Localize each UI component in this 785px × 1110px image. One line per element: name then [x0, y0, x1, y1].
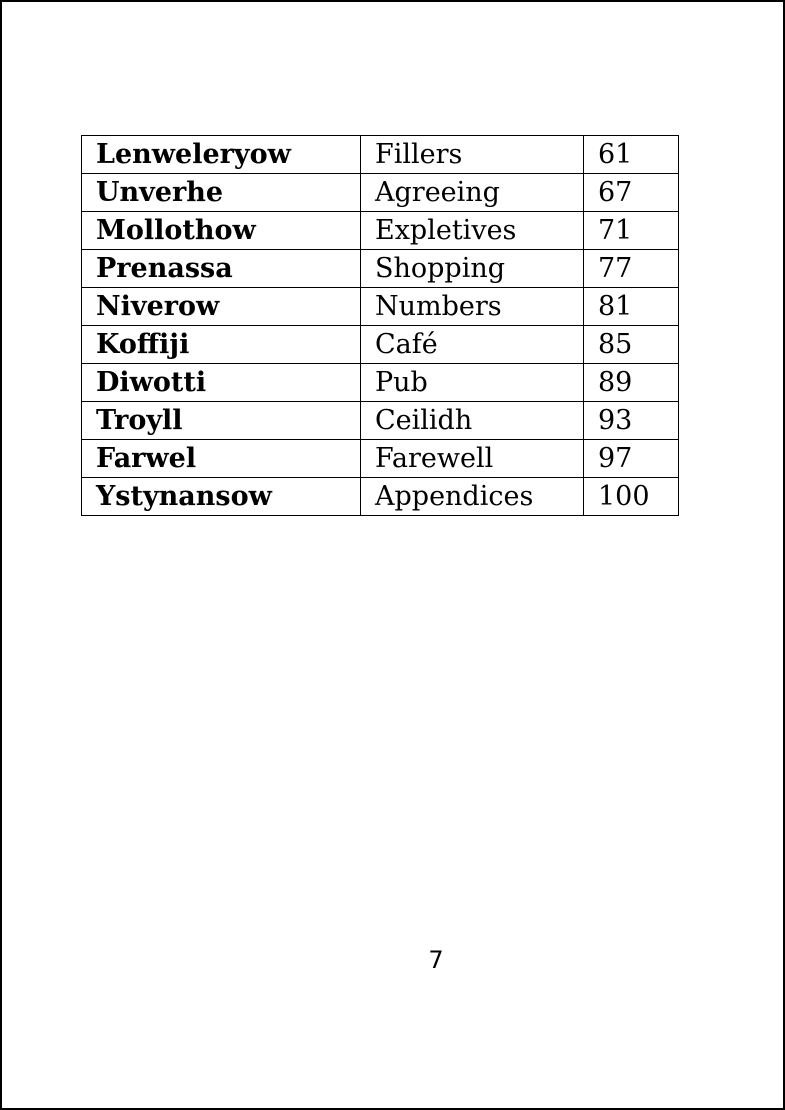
table-row [82, 326, 679, 364]
chapter-topic: Shopping [361, 250, 584, 288]
chapter-page: 81 [584, 288, 679, 326]
table-row [82, 364, 679, 402]
chapter-name: Diwotti [82, 364, 361, 402]
chapter-topic: Farewell [361, 440, 584, 478]
chapter-page: 97 [584, 440, 679, 478]
chapter-name: Niverow [82, 288, 361, 326]
chapter-name: Farwel [82, 440, 361, 478]
chapter-page: 100 [584, 478, 679, 516]
chapter-name: Lenweleryow [82, 136, 361, 174]
chapter-page: 93 [584, 402, 679, 440]
chapter-name: Troyll [82, 402, 361, 440]
chapter-name: Koffiji [82, 326, 361, 364]
table-row [82, 136, 679, 174]
chapter-name: Unverhe [82, 174, 361, 212]
chapter-topic: Café [361, 326, 584, 364]
table-row [82, 402, 679, 440]
table-row [82, 440, 679, 478]
chapter-name: Ystynansow [82, 478, 361, 516]
chapter-name: Mollothow [82, 212, 361, 250]
contents-table [81, 135, 679, 516]
table-row [82, 174, 679, 212]
table-row [82, 212, 679, 250]
chapter-topic: Ceilidh [361, 402, 584, 440]
chapter-topic: Appendices [361, 478, 584, 516]
table-row [82, 478, 679, 516]
chapter-topic: Expletives [361, 212, 584, 250]
chapter-topic: Fillers [361, 136, 584, 174]
table-row [82, 250, 679, 288]
contents-table-body [82, 136, 679, 516]
chapter-topic: Agreeing [361, 174, 584, 212]
chapter-page: 85 [584, 326, 679, 364]
chapter-page: 61 [584, 136, 679, 174]
chapter-page: 71 [584, 212, 679, 250]
chapter-topic: Pub [361, 364, 584, 402]
chapter-page: 67 [584, 174, 679, 212]
table-row [82, 288, 679, 326]
page-number: 7 [428, 946, 444, 974]
chapter-topic: Numbers [361, 288, 584, 326]
chapter-page: 77 [584, 250, 679, 288]
chapter-page: 89 [584, 364, 679, 402]
chapter-name: Prenassa [82, 250, 361, 288]
